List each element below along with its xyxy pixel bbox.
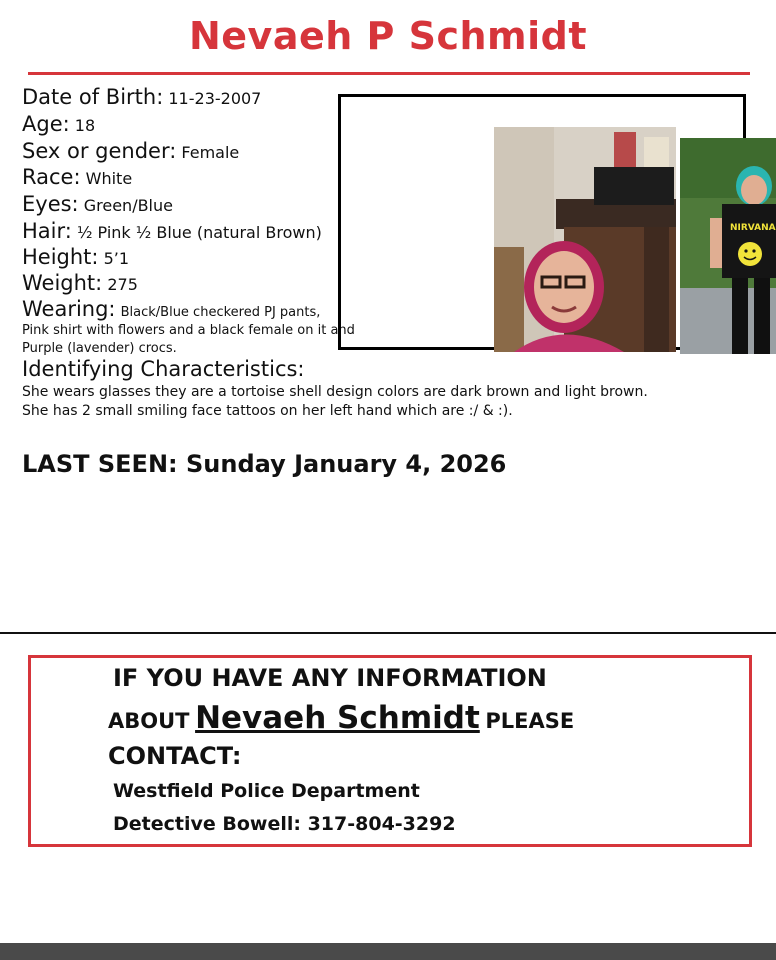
dob-label: Date of Birth: (22, 85, 164, 109)
photo-indoor-image (494, 127, 676, 352)
wearing-value-2: Pink shirt with flowers and a black female on it and (22, 323, 355, 338)
section-divider (0, 632, 776, 634)
please-word: PLEASE (485, 709, 575, 733)
wearing-value-1: Black/Blue checkered PJ pants, (120, 305, 321, 320)
identifying-line-1: She wears glasses they are a tortoise shell design colors are dark brown and light brown. (22, 384, 648, 400)
dob-value: 11-23-2007 (168, 89, 262, 108)
wearing-label: Wearing: (22, 297, 116, 321)
identifying-line-2: She has 2 small smiling face tattoos on her left hand which are :/ & :). (22, 403, 513, 419)
eyes-label: Eyes: (22, 192, 79, 216)
weight-value: 275 (107, 275, 138, 294)
photo-outdoor-image (680, 138, 776, 354)
eyes-value: Green/Blue (83, 196, 173, 215)
height-line (22, 247, 129, 268)
wearing-value-3: Purple (lavender) crocs. (22, 341, 177, 356)
race-line (22, 167, 132, 188)
age-label: Age: (22, 112, 70, 136)
identifying-label-text: Identifying Characteristics: (22, 357, 305, 381)
height-value: 5’1 (103, 249, 130, 268)
contact-label: CONTACT: (108, 742, 242, 770)
bottom-bar (0, 943, 776, 960)
hair-value: ½ Pink ½ Blue (natural Brown) (76, 223, 322, 242)
contact-line-1: IF YOU HAVE ANY INFORMATION (113, 664, 547, 692)
detective-contact: Detective Bowell: 317-804-3292 (113, 813, 456, 835)
height-label: Height: (22, 245, 99, 269)
eyes-line (22, 194, 173, 215)
shirt-text: NIRVANA (730, 223, 776, 233)
sex-label: Sex or gender: (22, 139, 177, 163)
race-label: Race: (22, 165, 81, 189)
contact-name: Nevaeh Schmidt (195, 700, 480, 736)
weight-line (22, 273, 138, 294)
hair-label: Hair: (22, 219, 72, 243)
about-word: ABOUT (108, 709, 190, 733)
wearing-line (22, 299, 320, 320)
title-underline (28, 72, 750, 75)
dob-line (22, 87, 261, 108)
contact-line-2 (108, 700, 574, 736)
weight-label: Weight: (22, 271, 103, 295)
age-value: 18 (74, 116, 96, 135)
hair-line (22, 221, 322, 242)
identifying-label (22, 359, 305, 380)
poster-title: Nevaeh P Schmidt (188, 14, 588, 58)
sex-line (22, 141, 239, 162)
photo-indoor (494, 127, 676, 352)
photo-outdoor (680, 138, 776, 354)
age-line (22, 114, 95, 135)
last-seen: LAST SEEN: Sunday January 4, 2026 (22, 450, 507, 478)
race-value: White (85, 169, 133, 188)
sex-value: Female (181, 143, 240, 162)
agency-name: Westfield Police Department (113, 780, 420, 802)
